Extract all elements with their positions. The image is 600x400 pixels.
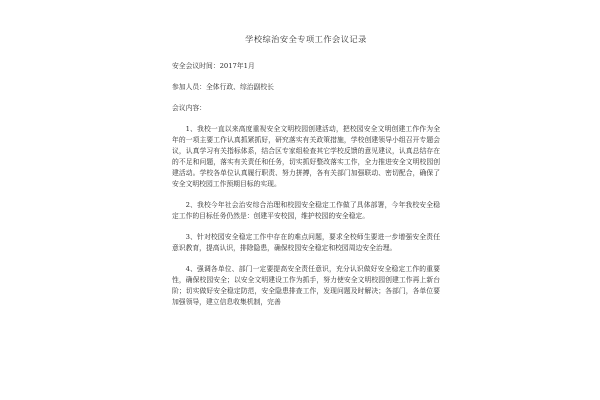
paragraph-4: 4、强调各单位、部门一定要提高安全责任意识，充分认识做好安全稳定工作的重要性，确保校园安全；以安全文明建设工作为抓手，努力使安全文明校园创建工作再上新台阶；切实做好安全稳定防范，安全隐患排查工作，发现问题及时解决；各部门，各单位要加强领导，建立信息收集机制，完善 bbox=[172, 265, 440, 306]
meeting-time: 安全会议时间：2017年1月 bbox=[172, 62, 255, 70]
paragraph-2: 2、我校今年社会治安综合治理和校园安全稳定工作做了具体部署，今年我校安全稳定工作的目标任务仍然是：创建平安校园，维护校园的安全稳定。 bbox=[172, 201, 440, 220]
content-label: 会议内容： bbox=[172, 104, 206, 112]
paragraph-3: 3、针对校园安全稳定工作中存在的难点问题，要求全校师生要进一步增强安全责任意识教育，提高认识，排除隐患，确保校园安全稳定和校园周边安全治理。 bbox=[172, 233, 440, 252]
document-title: 学校综治安全专项工作会议记录 bbox=[245, 34, 367, 44]
document-body bbox=[172, 34, 440, 318]
participants: 参加人员：全体行政、综治副校长 bbox=[172, 83, 274, 91]
paragraph-1: 1、我校一直以来高度重视安全文明校园创建活动，把校园安全文明创建工作作为全年的一项主要工作认真抓紧抓好，研究落实有关政策措施，学校创建领导小组召开专题会议，认真学习有关指标体系，结合区专家组检查其它学校反馈的意见建议，认真总结存在的不足和问题，落实有关责任和任务，切实抓好整改落实工作，全力推进安全文明校园创建活动。学校各单位认真履行职责、努力拼搏，各有关部门加强联动、密切配合，确保了安全文明校园工作预期目标的实现。 bbox=[172, 125, 440, 188]
